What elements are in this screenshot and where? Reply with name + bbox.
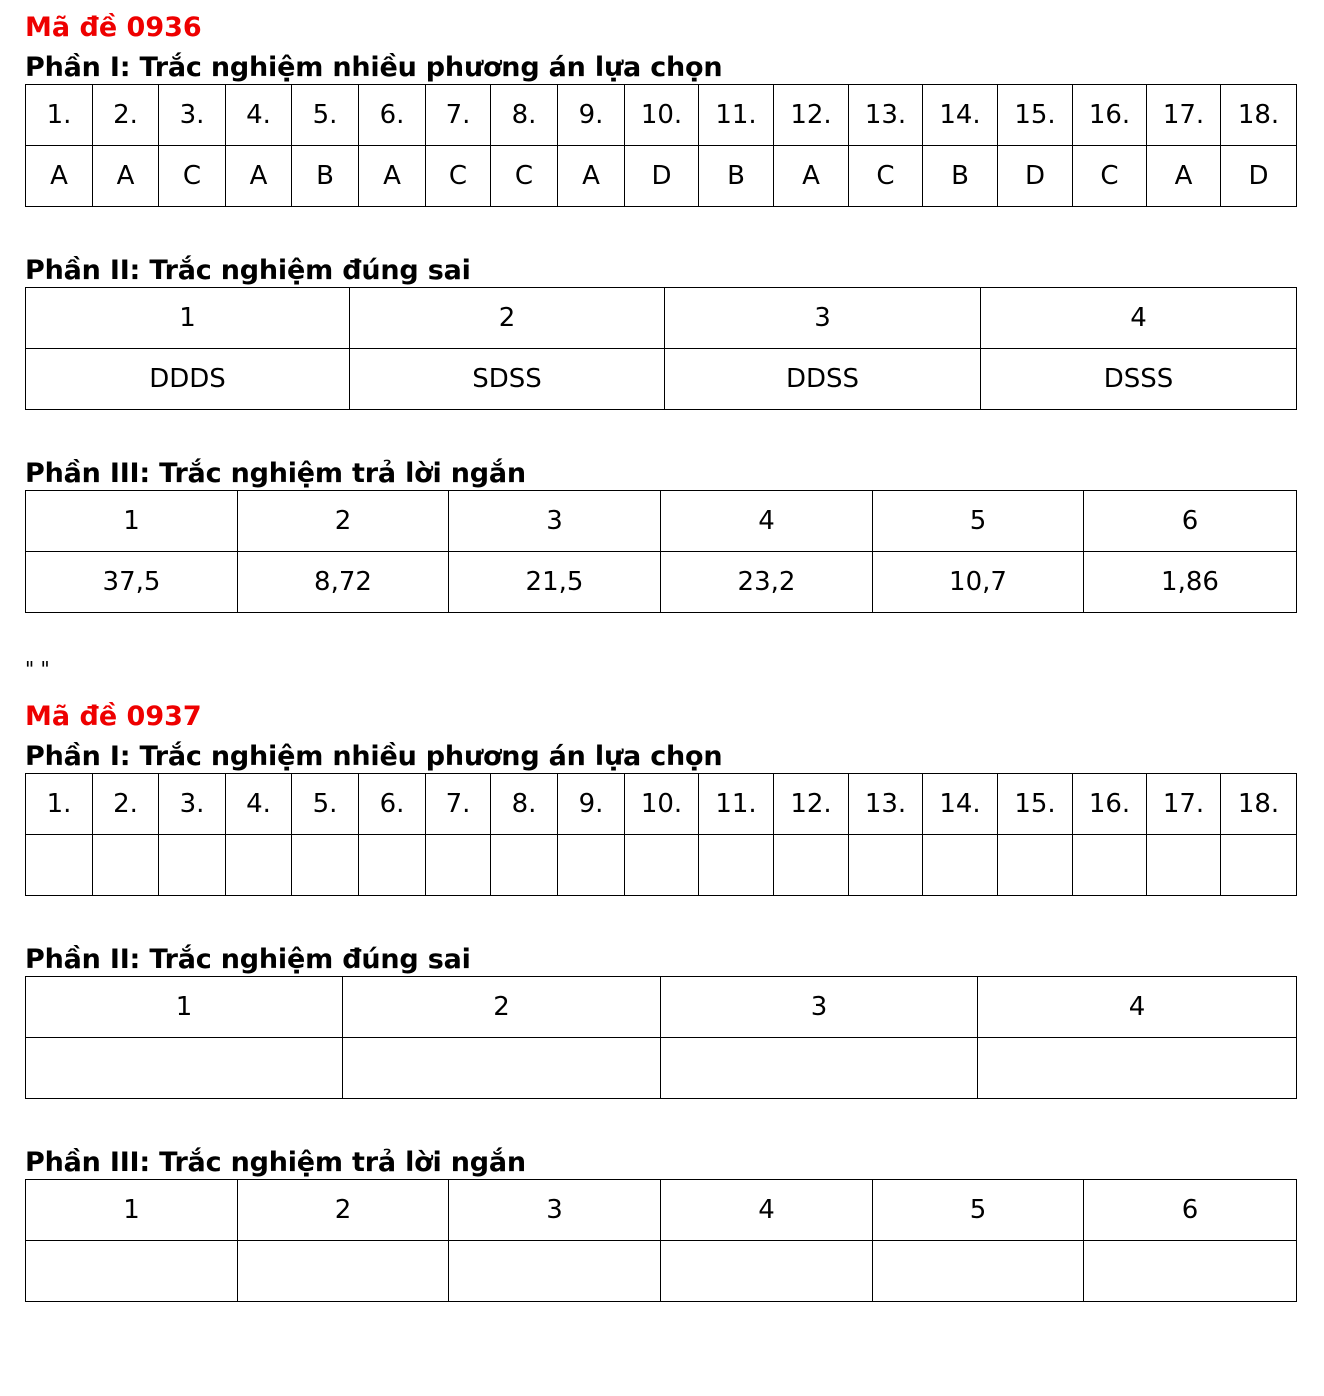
answer-cell: 21,5 <box>449 552 661 613</box>
question-number: 4 <box>661 1180 873 1241</box>
answer-cell[interactable] <box>159 835 226 896</box>
question-number: 11. <box>699 774 774 835</box>
part2-table <box>25 287 1297 410</box>
question-number: 1. <box>26 774 93 835</box>
answer-cell[interactable] <box>343 1038 661 1099</box>
answer-cell: A <box>226 146 292 207</box>
question-number: 1 <box>26 977 343 1038</box>
answer-cell: DDSS <box>665 349 981 410</box>
part2-title: Phần II: Trắc nghiệm đúng sai <box>25 944 471 975</box>
question-number: 2. <box>93 774 159 835</box>
answer-cell[interactable] <box>873 1241 1084 1302</box>
question-number: 12. <box>774 85 849 146</box>
part2-title: Phần II: Trắc nghiệm đúng sai <box>25 255 471 286</box>
part1-table <box>25 84 1297 207</box>
question-number: 14. <box>923 85 998 146</box>
question-number: 10. <box>625 774 699 835</box>
question-number: 8. <box>491 774 558 835</box>
question-number: 18. <box>1221 774 1297 835</box>
question-number: 7. <box>426 85 491 146</box>
answer-cell: A <box>93 146 159 207</box>
answer-cell[interactable] <box>1221 835 1297 896</box>
part3-header-row <box>26 1180 1297 1241</box>
answer-cell: 37,5 <box>26 552 238 613</box>
answer-cell[interactable] <box>661 1038 978 1099</box>
answer-cell[interactable] <box>226 835 292 896</box>
question-number: 12. <box>774 774 849 835</box>
question-number: 3. <box>159 85 226 146</box>
question-number: 10. <box>625 85 699 146</box>
answer-cell: 1,86 <box>1084 552 1297 613</box>
answer-cell[interactable] <box>26 835 93 896</box>
question-number: 3 <box>665 288 981 349</box>
question-number: 2. <box>93 85 159 146</box>
question-number: 2 <box>238 1180 449 1241</box>
answer-cell: C <box>426 146 491 207</box>
question-number: 4. <box>226 85 292 146</box>
answer-cell[interactable] <box>774 835 849 896</box>
question-number: 2 <box>238 491 449 552</box>
question-number: 5 <box>873 1180 1084 1241</box>
part2-answer-row <box>26 349 1297 410</box>
question-number: 4 <box>981 288 1297 349</box>
part2-answer-row <box>26 1038 1297 1099</box>
answer-cell[interactable] <box>1073 835 1147 896</box>
question-number: 5 <box>873 491 1084 552</box>
question-number: 13. <box>849 774 923 835</box>
question-number: 1. <box>26 85 93 146</box>
answer-cell[interactable] <box>558 835 625 896</box>
part1-table <box>25 773 1297 896</box>
question-number: 9. <box>558 774 625 835</box>
answer-cell: A <box>359 146 426 207</box>
answer-cell[interactable] <box>292 835 359 896</box>
answer-cell[interactable] <box>26 1241 238 1302</box>
part1-answer-row <box>26 146 1297 207</box>
part3-header-row <box>26 491 1297 552</box>
answer-cell: B <box>923 146 998 207</box>
question-number: 4 <box>978 977 1297 1038</box>
exam-code-title: Mã đề 0936 <box>25 12 202 43</box>
answer-cell[interactable] <box>625 835 699 896</box>
question-number: 1 <box>26 1180 238 1241</box>
answer-cell: D <box>1221 146 1297 207</box>
answer-cell[interactable] <box>849 835 923 896</box>
question-number: 16. <box>1073 774 1147 835</box>
part3-table <box>25 1179 1297 1302</box>
question-number: 13. <box>849 85 923 146</box>
answer-cell[interactable] <box>978 1038 1297 1099</box>
answer-cell[interactable] <box>359 835 426 896</box>
part3-answer-row <box>26 1241 1297 1302</box>
answer-cell: A <box>26 146 93 207</box>
answer-cell[interactable] <box>661 1241 873 1302</box>
answer-cell: 23,2 <box>661 552 873 613</box>
exam-code-title: Mã đề 0937 <box>25 701 202 732</box>
part3-table <box>25 490 1297 613</box>
question-number: 3 <box>449 1180 661 1241</box>
question-number: 6. <box>359 774 426 835</box>
question-number: 8. <box>491 85 558 146</box>
question-number: 18. <box>1221 85 1297 146</box>
answer-cell[interactable] <box>923 835 998 896</box>
question-number: 15. <box>998 85 1073 146</box>
question-number: 6 <box>1084 1180 1297 1241</box>
part1-header-row <box>26 774 1297 835</box>
answer-cell: D <box>625 146 699 207</box>
question-number: 14. <box>923 774 998 835</box>
part2-table <box>25 976 1297 1099</box>
answer-cell: 8,72 <box>238 552 449 613</box>
question-number: 17. <box>1147 85 1221 146</box>
answer-cell[interactable] <box>238 1241 449 1302</box>
answer-key-page <box>25 0 1296 1302</box>
answer-cell[interactable] <box>699 835 774 896</box>
answer-cell: C <box>849 146 923 207</box>
answer-cell: SDSS <box>350 349 665 410</box>
question-number: 1 <box>26 491 238 552</box>
question-number: 2 <box>350 288 665 349</box>
question-number: 6. <box>359 85 426 146</box>
part3-title: Phần III: Trắc nghiệm trả lời ngắn <box>25 458 526 489</box>
answer-cell: C <box>1073 146 1147 207</box>
question-number: 5. <box>292 85 359 146</box>
answer-cell[interactable] <box>491 835 558 896</box>
answer-cell: C <box>491 146 558 207</box>
question-number: 5. <box>292 774 359 835</box>
answer-cell[interactable] <box>998 835 1073 896</box>
answer-cell[interactable] <box>1084 1241 1297 1302</box>
question-number: 4 <box>661 491 873 552</box>
question-number: 17. <box>1147 774 1221 835</box>
answer-cell[interactable] <box>26 1038 343 1099</box>
answer-cell: DDDS <box>26 349 350 410</box>
answer-cell: C <box>159 146 226 207</box>
question-number: 4. <box>226 774 292 835</box>
question-number: 16. <box>1073 85 1147 146</box>
answer-cell: DSSS <box>981 349 1297 410</box>
answer-cell: 10,7 <box>873 552 1084 613</box>
question-number: 15. <box>998 774 1073 835</box>
question-number: 2 <box>343 977 661 1038</box>
answer-cell[interactable] <box>93 835 159 896</box>
part1-header-row <box>26 85 1297 146</box>
question-number: 3. <box>159 774 226 835</box>
question-number: 6 <box>1084 491 1297 552</box>
answer-cell[interactable] <box>449 1241 661 1302</box>
part2-header-row <box>26 288 1297 349</box>
question-number: 3 <box>449 491 661 552</box>
part1-title: Phần I: Trắc nghiệm nhiều phương án lựa chọn <box>25 52 723 83</box>
question-number: 9. <box>558 85 625 146</box>
question-number: 11. <box>699 85 774 146</box>
question-number: 7. <box>426 774 491 835</box>
question-number: 1 <box>26 288 350 349</box>
answer-cell: D <box>998 146 1073 207</box>
answer-cell: A <box>558 146 625 207</box>
answer-cell: A <box>774 146 849 207</box>
part1-title: Phần I: Trắc nghiệm nhiều phương án lựa chọn <box>25 741 723 772</box>
part3-title: Phần III: Trắc nghiệm trả lời ngắn <box>25 1147 526 1178</box>
answer-cell: A <box>1147 146 1221 207</box>
separator-mark: " " <box>25 657 50 681</box>
answer-cell[interactable] <box>1147 835 1221 896</box>
answer-cell: B <box>292 146 359 207</box>
part3-answer-row <box>26 552 1297 613</box>
answer-cell: B <box>699 146 774 207</box>
question-number: 3 <box>661 977 978 1038</box>
part1-answer-row <box>26 835 1297 896</box>
part2-header-row <box>26 977 1297 1038</box>
answer-cell[interactable] <box>426 835 491 896</box>
